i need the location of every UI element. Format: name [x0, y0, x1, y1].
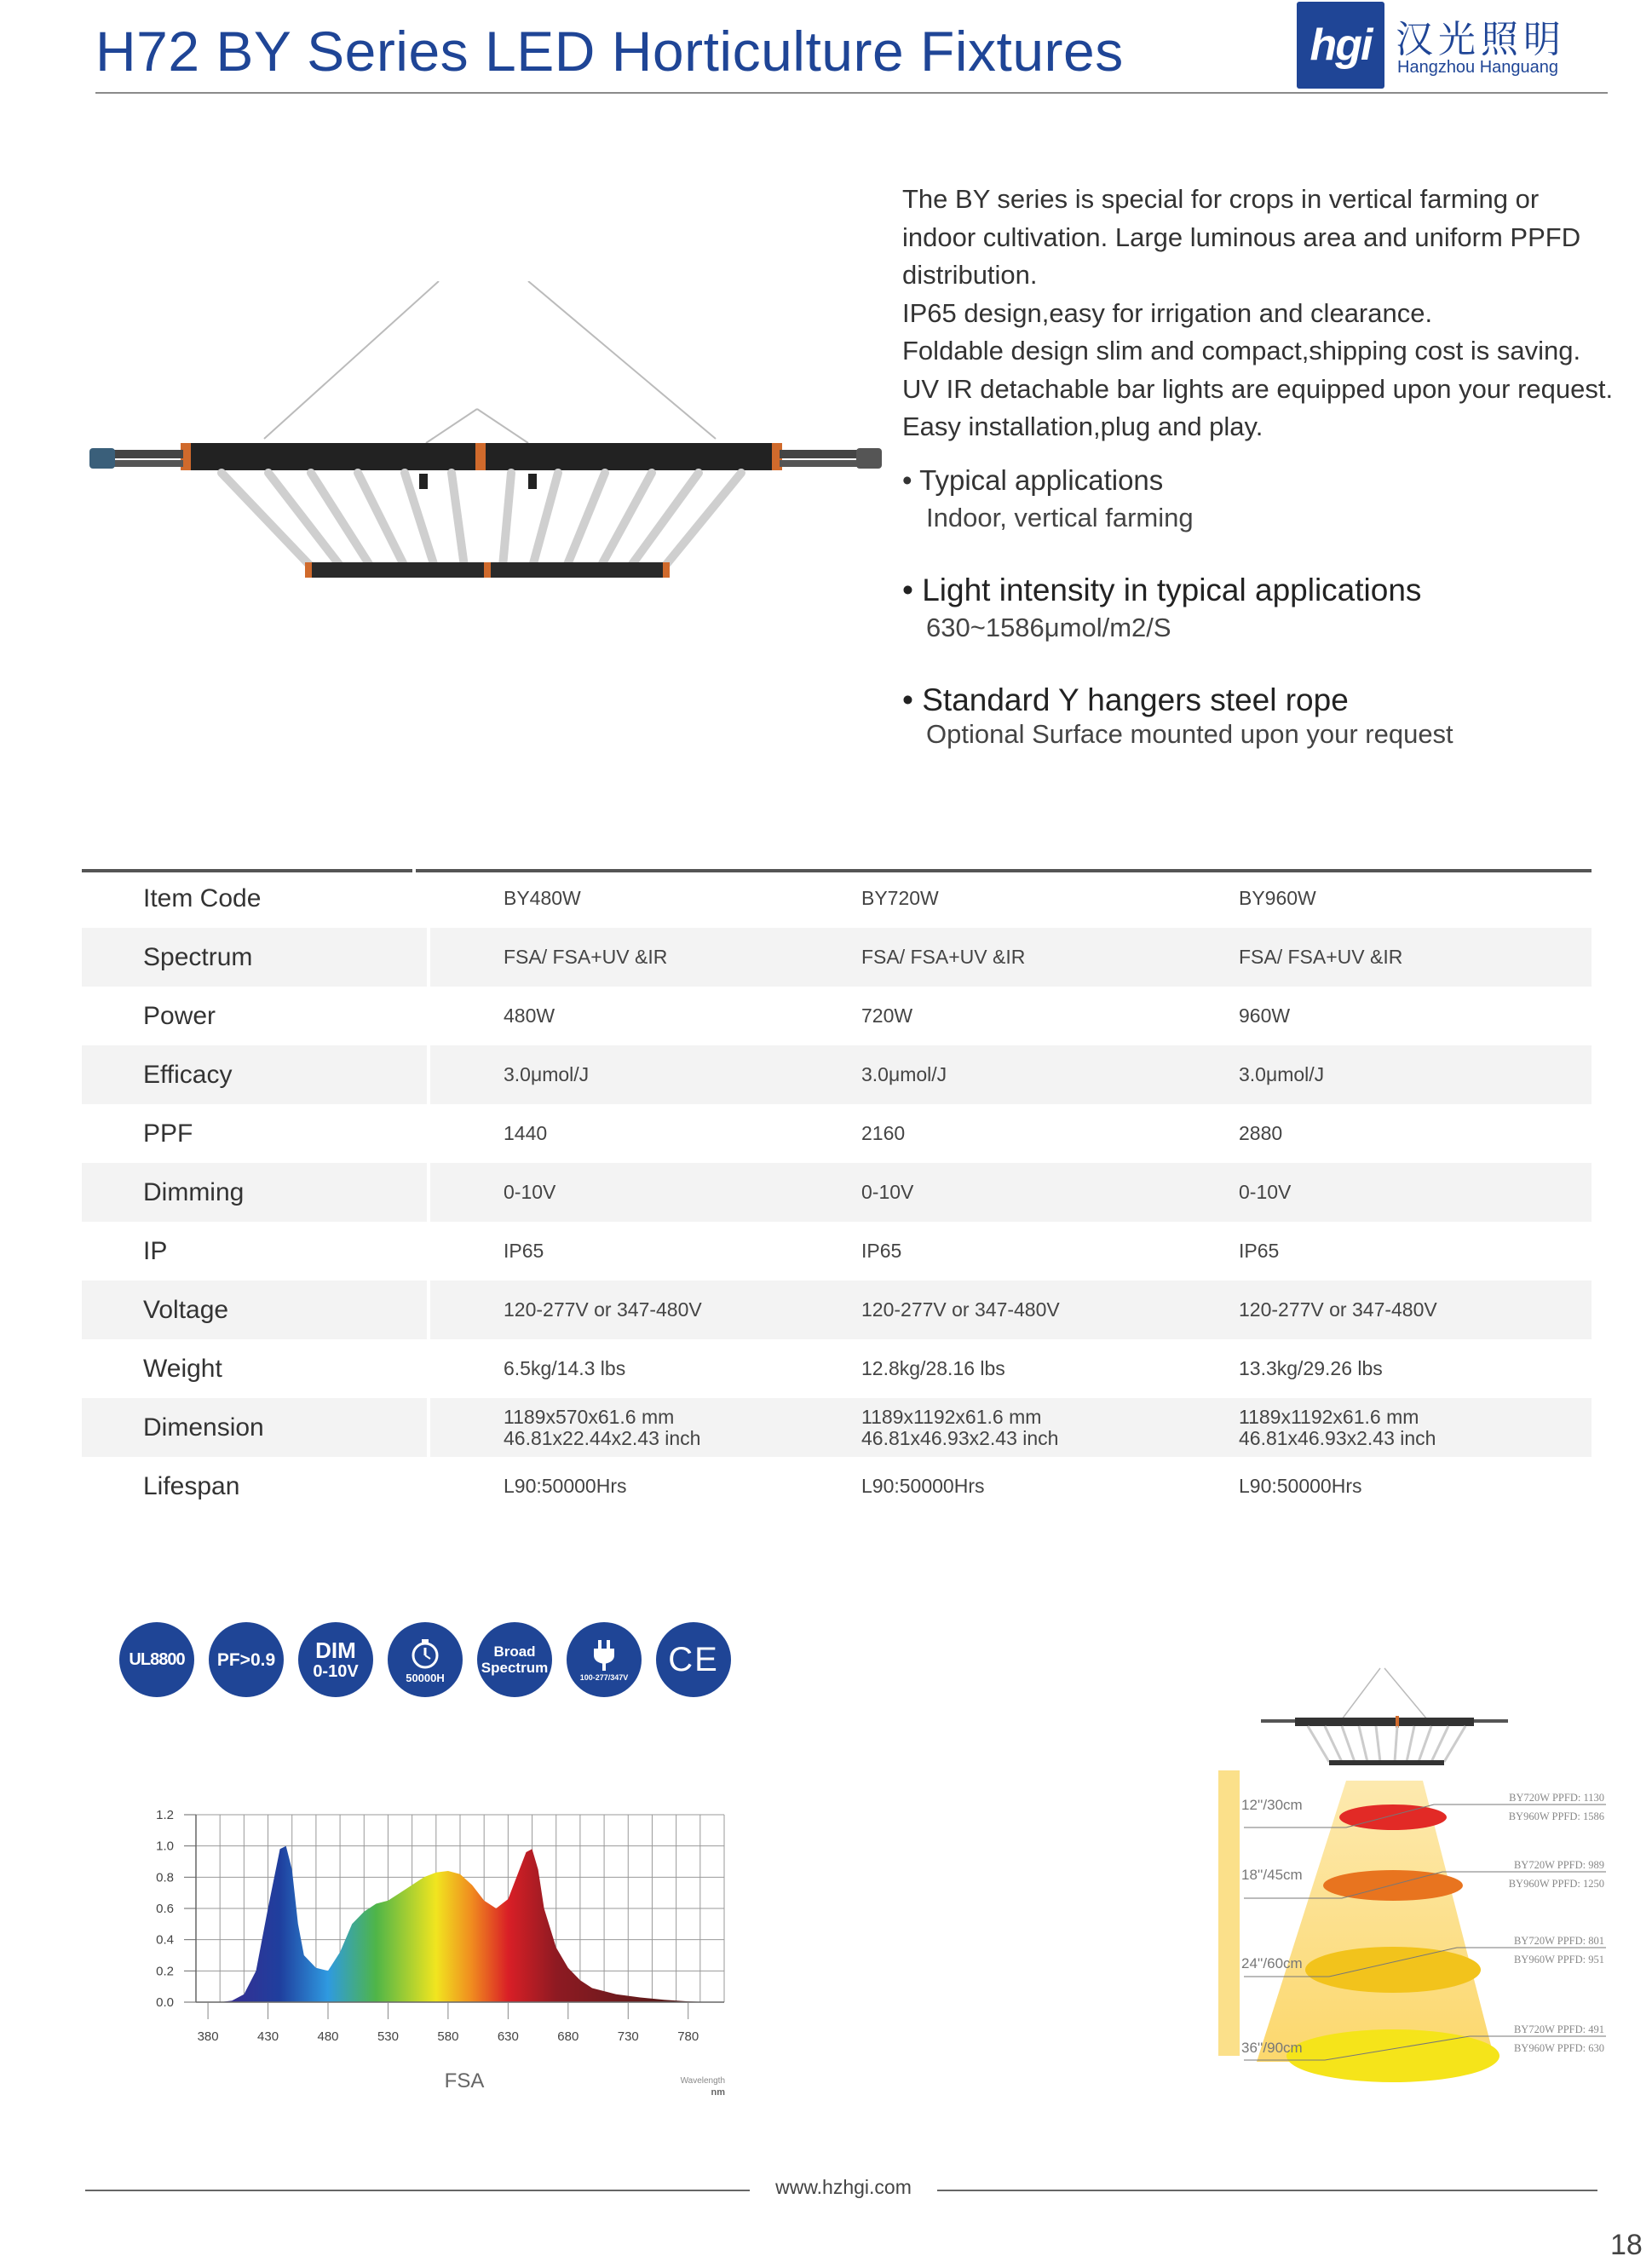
description-line: IP65 design,easy for irrigation and clearance. [902, 297, 1433, 328]
spec-value [1239, 1457, 1592, 1516]
spec-value-text: 2880 [1239, 1122, 1283, 1144]
spec-row [82, 928, 1592, 987]
spec-label: PPF [143, 1119, 193, 1148]
spectrum-area [220, 1846, 712, 2002]
spec-value [504, 1281, 861, 1339]
spec-row [82, 869, 1592, 928]
spec-value [1239, 1398, 1592, 1457]
height-label: 12''/30cm [1241, 1797, 1303, 1813]
description-line: The BY series is special for crops in vertical farming or [902, 184, 1540, 214]
height-label: 24''/60cm [1241, 1955, 1303, 1971]
ppfd-label: BY720W PPFD: 801 [1513, 1935, 1604, 1947]
unit-text: nm [711, 2087, 725, 2098]
spec-value-text: IP65 [1239, 1240, 1280, 1262]
spec-row [82, 1222, 1592, 1281]
spec-value-text: BY480W [504, 887, 581, 909]
lifetime-badge-icon: 50000H [388, 1622, 463, 1697]
dimming-badge-icon: DIM 0-10V [298, 1622, 373, 1697]
spec-value [1239, 1339, 1592, 1398]
broad-spectrum-badge-icon: Broad Spectrum [477, 1622, 552, 1697]
ppfd-label: BY960W PPFD: 1586 [1508, 1810, 1604, 1822]
spectrum-chart [136, 1798, 750, 2104]
spec-row [82, 1104, 1592, 1163]
x-tick-label: 530 [377, 2029, 399, 2044]
y-tick-label: 0.4 [156, 1932, 174, 1948]
y-tick-label: 0.0 [156, 1995, 174, 2010]
height-label: 18''/45cm [1241, 1867, 1303, 1883]
bullet-text: Indoor, vertical farming [926, 503, 1194, 532]
cell-padding [430, 1222, 504, 1281]
page-number: 18 [1610, 2229, 1643, 2261]
spec-value-text: 3.0μmol/J [861, 1063, 947, 1085]
x-tick-label: 730 [617, 2029, 639, 2044]
spec-value [861, 1104, 1239, 1163]
spec-label: Dimming [82, 1163, 427, 1222]
spec-value [1239, 1104, 1592, 1163]
cell-padding [430, 869, 504, 928]
x-tick-label: 630 [497, 2029, 519, 2044]
spec-value [861, 1222, 1239, 1281]
spec-value-text: 0-10V [1239, 1181, 1292, 1203]
cell-padding [430, 1281, 504, 1339]
x-tick-label: 580 [437, 2029, 459, 2044]
cell-padding [430, 928, 504, 987]
ppfd-label: BY720W PPFD: 1130 [1509, 1792, 1604, 1804]
spec-value [861, 987, 1239, 1045]
spec-value-text: 2160 [861, 1122, 906, 1144]
spec-value-text: 120-277V or 347-480V [1239, 1298, 1437, 1321]
bullet-text: 630~1586μmol/m2/S [926, 613, 1171, 642]
spec-value [1239, 1163, 1592, 1222]
footer-website[interactable]: www.hzhgi.com [775, 2176, 912, 2198]
spec-value-text: 1440 [504, 1122, 548, 1144]
spec-value [504, 1222, 861, 1281]
ppfd-ring-90cm [1286, 2029, 1499, 2082]
x-tick-label: 780 [677, 2029, 699, 2044]
spec-value [504, 1163, 861, 1222]
spec-label: IP [143, 1236, 168, 1265]
ul8800-badge-icon: UL8800 [119, 1622, 194, 1697]
ppfd-label: BY960W PPFD: 1250 [1508, 1878, 1604, 1890]
product-image [85, 281, 886, 588]
ppfd-ring-45cm [1323, 1870, 1463, 1901]
spec-value [861, 1281, 1239, 1339]
ppfd-label: BY720W PPFD: 989 [1513, 1859, 1604, 1871]
spec-value [1239, 987, 1592, 1045]
spec-label: Lifespan [143, 1471, 240, 1500]
brand-name-cn: 汉光照明 [1396, 18, 1566, 61]
spec-value-text: FSA/ FSA+UV &IR [1239, 946, 1403, 968]
y-tick-label: 1.2 [156, 1808, 174, 1822]
spec-value [1239, 928, 1592, 987]
spec-value-text: 3.0μmol/J [504, 1063, 590, 1085]
header-divider [95, 92, 1608, 94]
spec-value-text: FSA/ FSA+UV &IR [504, 946, 668, 968]
cell-padding [430, 987, 504, 1045]
cell-padding [430, 1339, 504, 1398]
spec-label: Power [143, 1001, 216, 1030]
y-tick-label: 0.6 [156, 1902, 174, 1916]
spec-value-text: 46.81x46.93x2.43 inch [861, 1426, 1059, 1449]
spec-row [82, 1281, 1592, 1339]
spec-value-text: 0-10V [861, 1181, 914, 1203]
spec-row [82, 987, 1592, 1045]
spec-value [861, 1457, 1239, 1516]
spec-label: Dimension [82, 1398, 427, 1457]
spec-value-text: 13.3kg/29.26 lbs [1239, 1357, 1383, 1379]
bullet-heading: • Standard Y hangers steel rope [902, 682, 1349, 717]
y-tick-label: 0.2 [156, 1964, 174, 1979]
description-line: Foldable design slim and compact,shipping cost is saving. [902, 336, 1581, 365]
brand-name-en: Hangzhou Hanguang [1397, 58, 1559, 77]
spec-value [1239, 1045, 1592, 1104]
spec-value [1239, 869, 1592, 928]
spec-value [861, 1339, 1239, 1398]
spec-row [82, 1398, 1592, 1457]
product-description [902, 181, 1652, 750]
spec-value [504, 1339, 861, 1398]
spec-value-text: L90:50000Hrs [861, 1475, 985, 1497]
spec-value-text: IP65 [861, 1240, 902, 1262]
unit-label: Wavelength [680, 2076, 725, 2086]
spec-value-text: 1189x570x61.6 mm [504, 1405, 675, 1428]
brand-logo-mark: hgi [1310, 20, 1372, 70]
spec-label: Weight [143, 1354, 222, 1383]
ppfd-label: BY960W PPFD: 630 [1513, 2042, 1604, 2054]
footer-divider [85, 2190, 750, 2191]
cell-padding [430, 1398, 504, 1457]
cell-padding [430, 1045, 504, 1104]
spec-row [82, 1339, 1592, 1398]
bullet-text: Optional Surface mounted upon your request [926, 719, 1453, 749]
spec-value [861, 1163, 1239, 1222]
spec-value [1239, 1222, 1592, 1281]
x-axis-label: FSA [444, 2069, 485, 2092]
spec-value-text: 960W [1239, 1004, 1291, 1027]
spec-label: Item Code [143, 884, 262, 912]
voltage-badge-icon: 100-277/347V [567, 1622, 642, 1697]
ppfd-distribution-chart [1214, 1661, 1623, 2087]
spec-value [861, 1398, 1239, 1457]
cell-padding [430, 1457, 504, 1516]
bullet-heading: • Light intensity in typical applications [902, 572, 1422, 607]
x-tick-label: 430 [257, 2029, 279, 2044]
spec-value-text: 480W [504, 1004, 555, 1027]
y-tick-label: 1.0 [156, 1839, 174, 1854]
spec-value-text: 3.0μmol/J [1239, 1063, 1325, 1085]
spec-value [504, 1398, 861, 1457]
spec-value-text: 46.81x22.44x2.43 inch [504, 1426, 701, 1449]
x-tick-label: 380 [197, 2029, 219, 2044]
spec-value [504, 987, 861, 1045]
spec-value-text: L90:50000Hrs [1239, 1475, 1362, 1497]
x-tick-label: 480 [317, 2029, 339, 2044]
spec-value [861, 1045, 1239, 1104]
page-title: H72 BY Series LED Horticulture Fixtures [95, 20, 1124, 83]
x-tick-label: 680 [557, 2029, 579, 2044]
spec-value [861, 869, 1239, 928]
spec-label: Spectrum [82, 928, 427, 987]
spec-label: Efficacy [82, 1045, 427, 1104]
ppfd-ring-60cm [1305, 1947, 1481, 1993]
ppfd-ring-30cm [1339, 1804, 1447, 1830]
description-line: indoor cultivation. Large luminous area and uniform PPFD [902, 222, 1581, 252]
spec-row [82, 1163, 1592, 1222]
spec-label: Voltage [82, 1281, 427, 1339]
spec-value [504, 1104, 861, 1163]
ppfd-label: BY960W PPFD: 951 [1513, 1954, 1604, 1966]
ppfd-label: BY720W PPFD: 491 [1513, 2023, 1604, 2035]
cell-padding [430, 1163, 504, 1222]
spec-value [1239, 1281, 1592, 1339]
certification-badges [119, 1622, 731, 1697]
spec-value-text: 12.8kg/28.16 lbs [861, 1357, 1005, 1379]
spec-value [504, 928, 861, 987]
plug-icon [589, 1638, 619, 1672]
spec-value [861, 928, 1239, 987]
spec-value-text: 120-277V or 347-480V [504, 1298, 702, 1321]
power-factor-badge-icon: PF>0.9 [209, 1622, 284, 1697]
spec-value-text: BY960W [1239, 887, 1316, 909]
spec-row [82, 1457, 1592, 1516]
description-line: UV IR detachable bar lights are equipped upon your request. [902, 373, 1614, 404]
spec-value-text: 46.81x46.93x2.43 inch [1239, 1426, 1436, 1449]
spec-value [504, 869, 861, 928]
spec-value-text: 120-277V or 347-480V [861, 1298, 1060, 1321]
description-line: Easy installation,plug and play. [902, 412, 1263, 441]
bullet-heading: • Typical applications [902, 463, 1164, 496]
spec-value-text: IP65 [504, 1240, 544, 1262]
cell-padding [430, 1104, 504, 1163]
spec-value-text: 0-10V [504, 1181, 556, 1203]
spec-value-text: 720W [861, 1004, 913, 1027]
spec-value-text: 6.5kg/14.3 lbs [504, 1357, 626, 1379]
brand-logo [1297, 2, 1384, 89]
spec-value-text: BY720W [861, 887, 939, 909]
spec-value-text: FSA/ FSA+UV &IR [861, 946, 1026, 968]
spec-value-text: 1189x1192x61.6 mm [861, 1405, 1042, 1428]
stopwatch-icon [408, 1637, 442, 1671]
spec-value [504, 1457, 861, 1516]
footer-divider [937, 2190, 1597, 2191]
y-tick-label: 0.8 [156, 1870, 174, 1885]
description-line: distribution. [902, 260, 1038, 290]
spec-value [504, 1045, 861, 1104]
spec-value-text: 1189x1192x61.6 mm [1239, 1405, 1419, 1428]
height-label: 36''/90cm [1241, 2040, 1303, 2056]
spec-row [82, 1045, 1592, 1104]
spec-value-text: L90:50000Hrs [504, 1475, 627, 1497]
spec-table [82, 869, 1592, 1516]
ce-badge-icon: CE [656, 1622, 731, 1697]
